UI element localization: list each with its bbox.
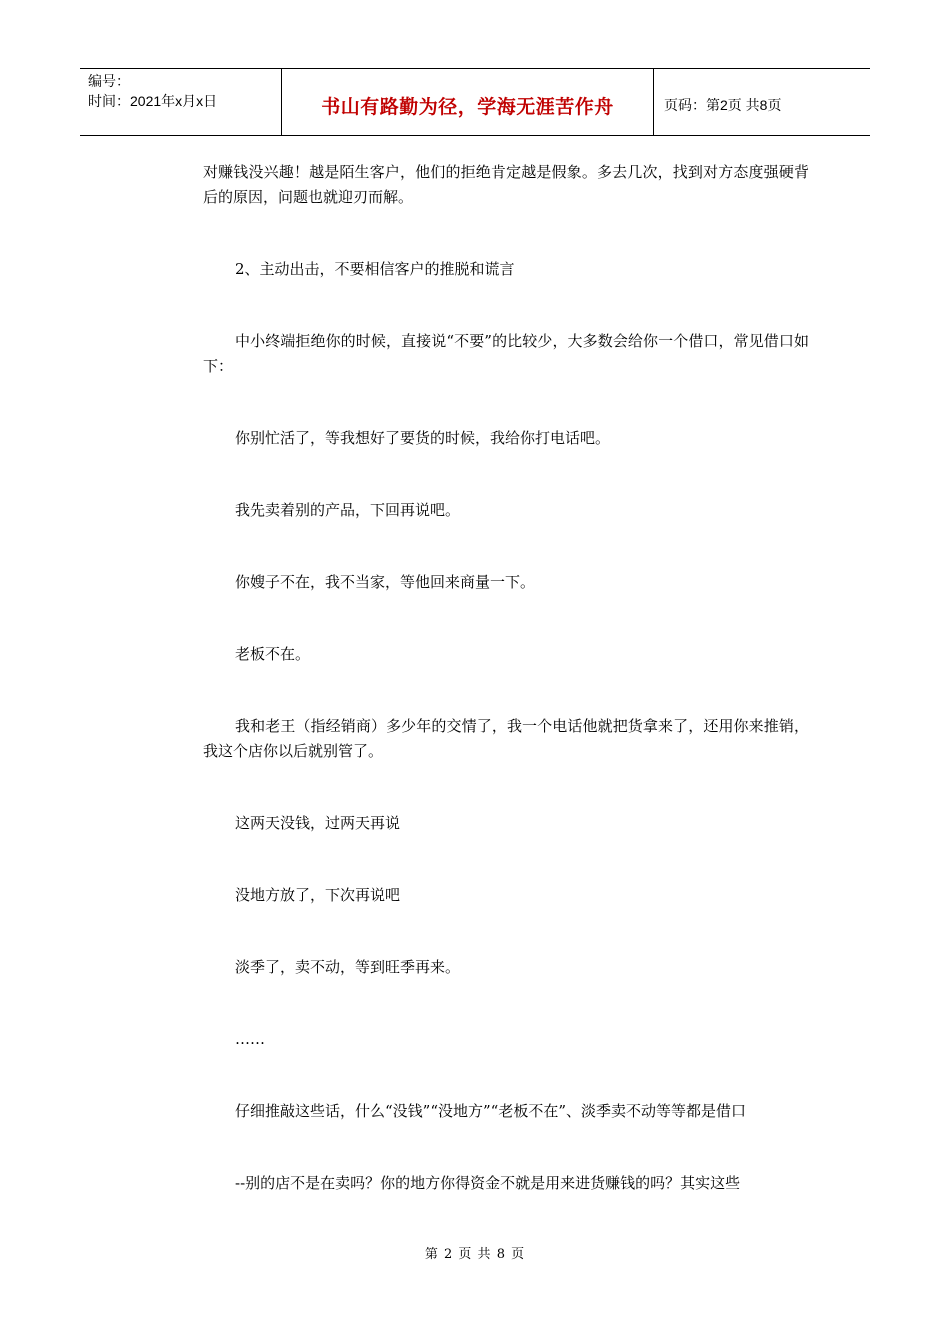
excuse-item: 淡季了，卖不动，等到旺季再来。 — [235, 958, 461, 976]
header-page-code: 页码：第2页 共8页 — [664, 97, 782, 113]
ellipsis: …… — [235, 1030, 265, 1048]
page-footer: 第 2 页 共 8 页 — [424, 1247, 526, 1262]
page-header — [80, 68, 870, 136]
paragraph: 仔细推敲这些话，什么“没钱”“没地方”“老板不在”、淡季卖不动等等都是借口 — [235, 1102, 747, 1120]
document-body — [203, 160, 809, 1196]
header-meta-cell — [80, 69, 282, 135]
excuse-item: 你嫂子不在，我不当家，等他回来商量一下。 — [235, 573, 536, 591]
excuse-item: 我先卖着别的产品，下回再说吧。 — [235, 501, 461, 519]
section-heading: 2、主动出击，不要相信客户的推脱和谎言 — [235, 260, 515, 278]
paragraph: 中小终端拒绝你的时候，直接说“不要”的比较少，大多数会给你一个借口，常见借口如下： — [203, 332, 809, 375]
header-motto-cell — [282, 69, 654, 135]
excuse-item: 我和老王（指经销商）多少年的交情了，我一个电话他就把货拿来了，还用你来推销，我这个店你以后就别管了。 — [203, 717, 809, 760]
excuse-item: 老板不在。 — [235, 645, 311, 663]
paragraph-continued: 对赚钱没兴趣！越是陌生客户，他们的拒绝肯定越是假象。多去几次，找到对方态度强硬背后的原因，问题也就迎刃而解。 — [203, 163, 809, 206]
excuse-item: 你别忙活了，等我想好了要货的时候，我给你打电话吧。 — [235, 429, 611, 447]
document-number-label: 编号： — [88, 73, 130, 89]
document-time-label: 时间：2021年x月x日 — [88, 93, 218, 109]
excuse-item: 这两天没钱，过两天再说 — [235, 814, 401, 832]
paragraph: --别的店不是在卖吗？你的地方你得资金不就是用来进货赚钱的吗？其实这些 — [235, 1174, 741, 1192]
header-page-cell — [654, 69, 870, 135]
header-motto: 书山有路勤为径，学海无涯苦作舟 — [321, 95, 614, 118]
excuse-item: 没地方放了，下次再说吧 — [235, 886, 401, 904]
